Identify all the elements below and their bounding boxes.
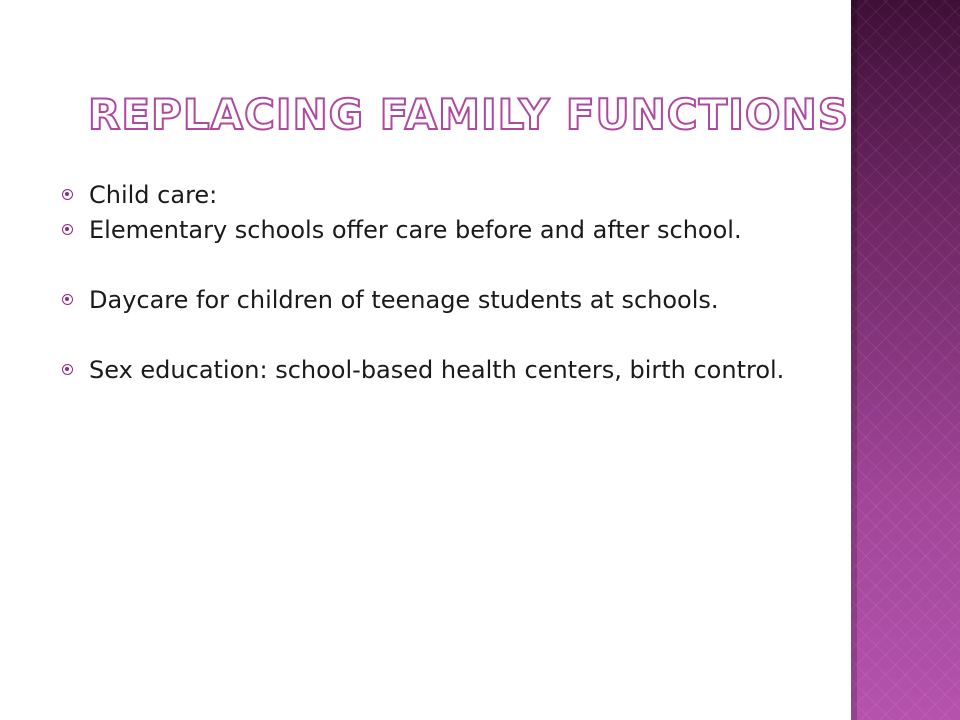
circled-dot-icon [62,224,73,235]
bullet-list [62,178,822,388]
circled-dot-icon [62,364,73,375]
bullet-text: Sex education: school-based health centers, birth control. [89,356,785,384]
bullet-text: Elementary schools offer care before and after school. [89,216,742,244]
bullet-text: Child care: [89,181,218,209]
circled-dot-icon [62,294,73,305]
bullet-item [62,353,822,388]
bullet-item [62,213,822,248]
circled-dot-icon [62,189,73,200]
decorative-side-band [851,0,960,720]
slide-title: REPLACING FAMILY FUNCTIONS [88,90,849,139]
bullet-item [62,283,822,318]
bullet-item [62,178,822,213]
bullet-text: Daycare for children of teenage students at schools. [89,286,719,314]
